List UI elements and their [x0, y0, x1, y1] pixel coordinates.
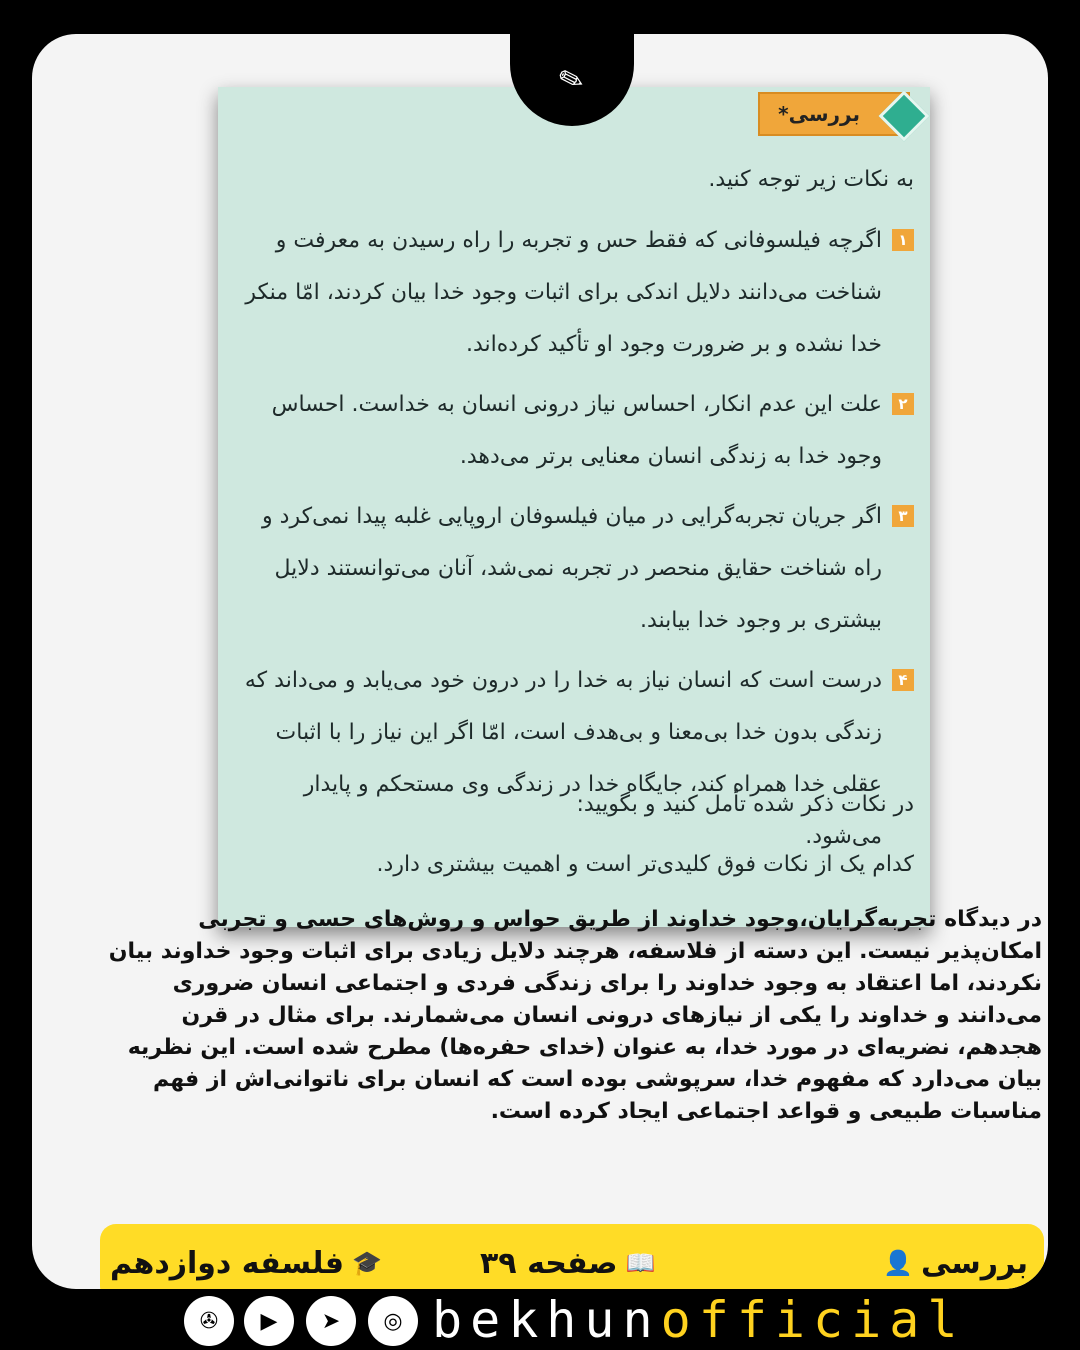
item-number: ۱: [892, 229, 914, 251]
bar-subject-label: فلسفه دوازدهم: [110, 1245, 344, 1281]
open-book-icon: 📖: [625, 1249, 656, 1277]
list-item: [234, 215, 914, 371]
logo-mark-icon: ✎: [554, 59, 590, 101]
item-number: ۳: [892, 505, 914, 527]
social-handle[interactable]: [432, 1292, 965, 1348]
reflection-prompt: [234, 775, 914, 895]
bar-section-label: بررسی: [920, 1245, 1028, 1281]
reflection-line-2: کدام یک از نکات فوق کلیدی‌تر است و اهمیت بیشتری دارد.: [376, 852, 914, 877]
item-text: علت این عدم انکار، احساس نیاز درونی انسان به خداست. احساس وجود خدا به زندگی انسان معنایی برتر می‌دهد.: [271, 392, 882, 469]
item-text: اگر جریان تجربه‌گرایی در میان فیلسوفان اروپایی غلبه پیدا نمی‌کرد و راه شناخت حقایق منحصر در تجربه نمی‌شد، آنان می‌توانستند دلایل بیشتری بر وجود خدا بیابند.: [262, 504, 882, 633]
reflection-line-1: در نکات ذکر شده تأمل کنید و بگویید:: [576, 792, 914, 817]
item-text: درست است که انسان نیاز به خدا را در درون خود می‌یابد و می‌داند که زندگی بدون خدا بی‌معنا و بی‌هدف است، امّا اگر این نیاز را با اثبات عقلی خدا همراه کند، جایگاه خدا در زندگی وی مستحکم و پایدار می‌شود.: [244, 668, 882, 849]
bar-page: [480, 1224, 655, 1289]
instagram-icon[interactable]: ◎: [368, 1296, 418, 1346]
teacher-icon: 👤: [883, 1249, 913, 1277]
textbook-excerpt: [218, 87, 930, 927]
film-reel-icon[interactable]: ✇: [184, 1296, 234, 1346]
bar-section: [883, 1224, 1028, 1289]
asterisk-icon: *: [778, 102, 789, 126]
item-number: ۴: [892, 669, 914, 691]
telegram-icon[interactable]: ➤: [306, 1296, 356, 1346]
handle-part-1: bekhun: [432, 1291, 661, 1349]
section-tag-label: بررسی: [788, 102, 860, 126]
points-list: [234, 215, 914, 871]
info-bar: [100, 1224, 1044, 1289]
intro-text: به نکات زیر توجه کنید.: [708, 167, 914, 192]
bar-subject: [110, 1224, 382, 1289]
item-number: ۲: [892, 393, 914, 415]
content-card: [32, 34, 1048, 1289]
graduation-cap-icon: 🎓: [351, 1249, 382, 1277]
section-tag: [758, 92, 910, 136]
diamond-icon: [879, 91, 930, 142]
list-item: [234, 379, 914, 483]
explanation-paragraph: در دیدگاه تجربه‌گرایان،وجود خداوند از طریق حواس و روش‌های حسی و تجربی امکان‌پذیر نیست. این دسته از فلاسفه، هرچند دلایل زیادی برای اثبات وجود خداوند بیان نکردند، اما اعتقاد به وجود خداوند را برای زندگی فردی و اجتماعی انسان ضروری می‌دانند و خداوند را یکی از نیازهای درونی انسان می‌شمارند. برای مثال در قرن هجدهم، نضریه‌ای در مورد خدا، به عنوان (خدای حفره‌ها) مطرح شده است. این نظریه بیان می‌دارد که مفهوم خدا، سرپوشی بوده است که انسان برای ناتوانی‌اش از فهم مناسبات طبیعی و قواعد اجتماعی ایجاد کرده است.: [108, 907, 1042, 1124]
list-item: [234, 491, 914, 647]
item-text: اگرچه فیلسوفانی که فقط حس و تجربه را راه رسیدن به معرفت و شناخت می‌دانند دلایل اندکی برای اثبات وجود خدا بیان کردند، امّا منکر خدا نشده و بر ضرورت وجود او تأکید کرده‌اند.: [245, 228, 882, 357]
handle-part-2: official: [660, 1291, 966, 1349]
youtube-icon[interactable]: ▶: [244, 1296, 294, 1346]
footer: [0, 1292, 1080, 1350]
bar-page-label: صفحه ۳۹: [480, 1245, 618, 1281]
